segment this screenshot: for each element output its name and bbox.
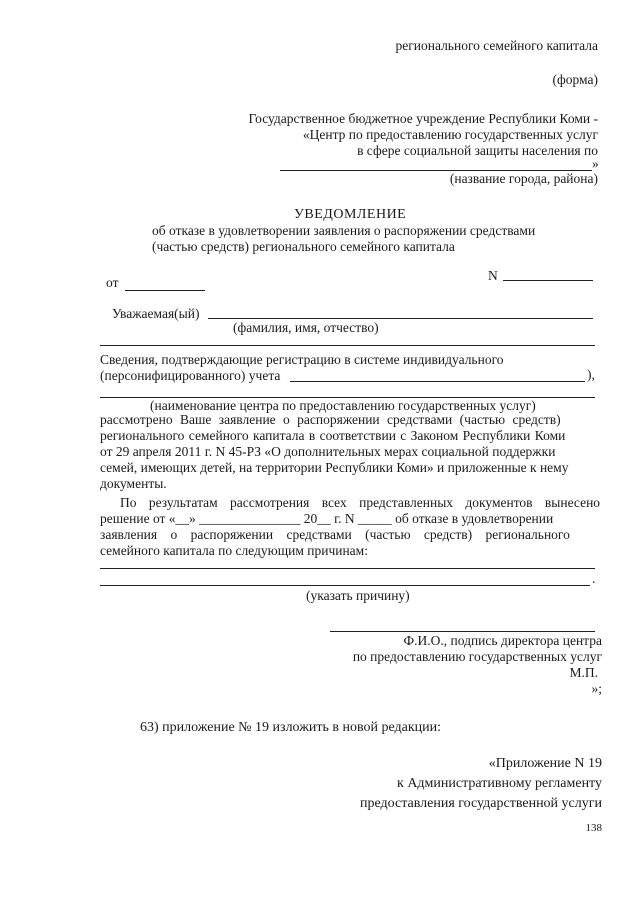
notice-title: УВЕДОМЛЕНИЕ	[294, 207, 407, 222]
amendment-item: 63) приложение № 19 изложить в новой редакции:	[140, 720, 442, 735]
paragraph-2-line-1: По результатам рассмотрения всех представленных документов вынесено	[120, 495, 601, 510]
appendix-line-1: «Приложение N 19	[488, 756, 602, 771]
signature-end: »;	[591, 681, 602, 696]
number-label: N	[488, 268, 498, 283]
paragraph-1-line-5: документы.	[100, 476, 167, 491]
reason-line-2	[100, 585, 590, 586]
snils-line-1: Сведения, подтверждающие регистрацию в системе индивидуального	[100, 352, 504, 367]
addressee-line-3: в сфере социальной защиты населения по	[357, 143, 598, 158]
center-hint: (наименование центра по предоставлению государственных услуг)	[150, 398, 536, 413]
addressee-quote-end: »	[592, 156, 599, 171]
addressee-line-2: «Центр по предоставлению государственных услуг	[302, 127, 598, 142]
notice-subtitle-2: (частью средств) регионального семейного капитала	[152, 239, 455, 254]
header-line: регионального семейного капитала	[395, 38, 598, 53]
fio-blank-line	[208, 318, 593, 319]
fio-hint: (фамилия, имя, отчество)	[233, 320, 379, 335]
paragraph-1-line-3: от 29 апреля 2011 г. N 45-РЗ «О дополнительных мерах социальной поддержки	[100, 444, 556, 459]
snils-end: ),	[587, 367, 595, 382]
appendix-line-3: предоставления государственной услуги	[360, 796, 602, 811]
paragraph-1-line-1	[100, 412, 595, 428]
date-blank-line	[125, 290, 205, 291]
paragraph-1-line-2: регионального семейного капитала в соответствии с Законом Республики Коми	[100, 428, 566, 443]
paragraph-2-line-4: семейного капитала по следующим причинам:	[100, 543, 368, 558]
number-blank-line	[503, 280, 593, 281]
paragraph-2-line-2: решение от «__» _______________ 20__ г. N _____ об отказе в удовлетворении	[100, 511, 554, 526]
reason-line-1	[100, 568, 595, 569]
addressee-hint: (название города, района)	[449, 171, 598, 186]
salutation: Уважаемая(ый)	[112, 306, 200, 321]
snils-blank-line	[290, 381, 585, 382]
text: рассмотрено Ваше заявление о распоряжении средствами (частью средств)	[100, 412, 561, 427]
addressee-line-1: Государственное бюджетное учреждение Республики Коми -	[248, 111, 598, 126]
signature-line-2: по предоставлению государственных услуг	[352, 649, 602, 664]
from-label: от	[106, 275, 119, 290]
blank-line	[100, 345, 595, 346]
signature-line-1: Ф.И.О., подпись директора центра	[403, 633, 602, 648]
stamp-label: М.П.	[569, 665, 598, 680]
page-number: 138	[585, 822, 602, 834]
signature-line	[330, 631, 595, 632]
reason-hint: (указать причину)	[306, 588, 410, 603]
paragraph-1-line-4: семей, имеющих детей, на территории Республики Коми» и приложенные к нему	[100, 460, 569, 475]
form-label: (форма)	[552, 72, 598, 87]
appendix-line-2: к Административному регламенту	[397, 776, 602, 791]
reason-end: .	[592, 571, 596, 586]
snils-line-2: (персонифицированного) учета	[100, 368, 281, 383]
notice-subtitle-1: об отказе в удовлетворении заявления о распоряжении средствами	[152, 223, 536, 238]
paragraph-2-line-3: заявления о распоряжении средствами (частью средств) регионального	[100, 527, 570, 542]
